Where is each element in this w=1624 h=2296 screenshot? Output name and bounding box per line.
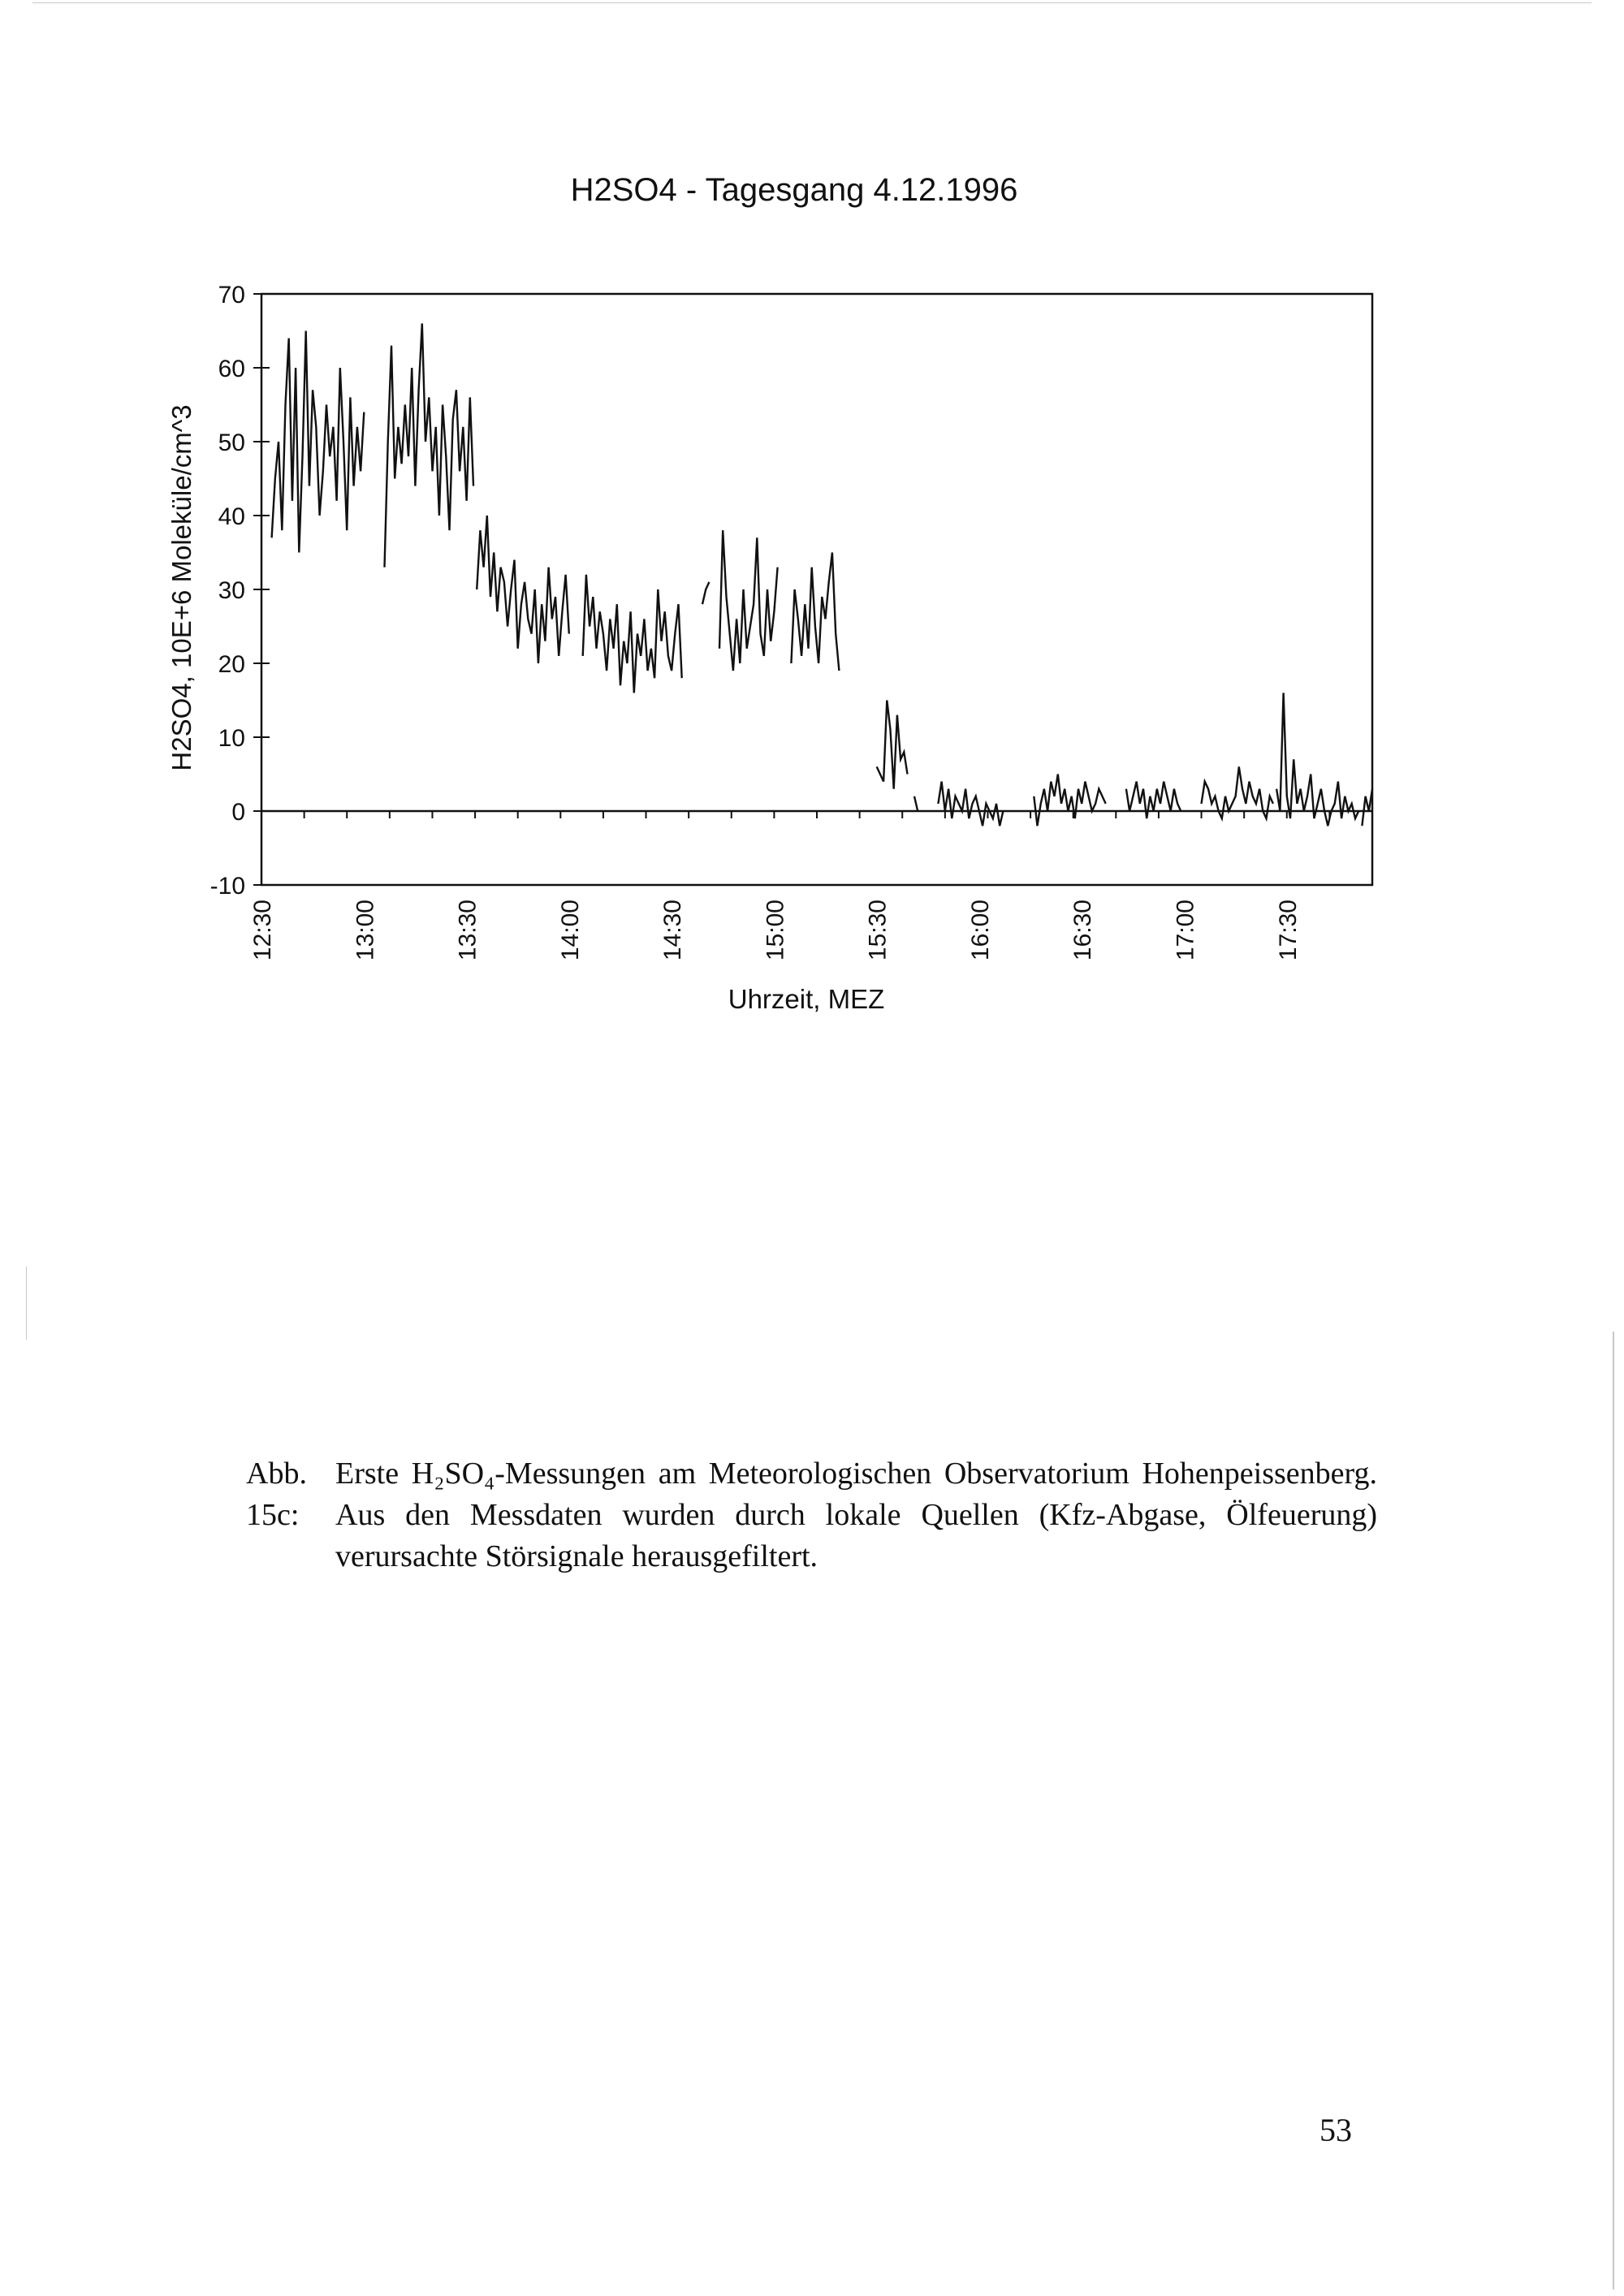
y-tick-label: 60 — [218, 356, 245, 382]
series-segment — [272, 331, 365, 553]
y-tick-label: 0 — [231, 799, 245, 826]
page-number: 53 — [1320, 2112, 1352, 2148]
series-segment — [477, 516, 569, 663]
series-segment — [914, 796, 918, 811]
caption-label: Abb. 15c: — [246, 1457, 307, 1532]
x-tick-label: 16:30 — [1069, 900, 1097, 961]
x-tick-label: 17:30 — [1274, 900, 1302, 961]
y-tick-label: 50 — [218, 429, 245, 456]
series-segment — [583, 575, 682, 693]
caption-text: Erste H₂SO₄-Messungen am Meteorologischen Observatorium Hohenpeissenberg. Aus den Messdaten wurden durch lokale Quellen (Kfz-Abgase, Ölfeuerung) verursachte Störsignale herausgefiltert. — [335, 1457, 1377, 1573]
chart-title: H2SO4 - Tagesgang 4.12.1996 — [570, 172, 1018, 208]
series-segment — [385, 323, 474, 567]
x-axis-label: Uhrzeit, MEZ — [728, 984, 885, 1014]
series-segment — [877, 701, 908, 789]
x-tick-label: 14:30 — [659, 900, 687, 961]
y-axis-label: H2SO4, 10E+6 Moleküle/cm^3 — [166, 404, 197, 771]
x-tick-label: 15:30 — [864, 900, 892, 961]
series-segment — [1276, 693, 1358, 826]
y-tick-label: 30 — [218, 577, 245, 604]
data-series — [272, 323, 1372, 826]
series-segment — [1034, 775, 1105, 826]
scan-edge-right — [1613, 1331, 1614, 2290]
series-segment — [791, 553, 839, 671]
y-tick-label: 70 — [218, 282, 245, 309]
series-segment — [1126, 782, 1181, 819]
plot-frame — [261, 294, 1372, 885]
x-tick-label: 16:00 — [966, 900, 994, 961]
x-tick-label: 14:00 — [556, 900, 584, 961]
series-segment — [719, 530, 778, 671]
y-tick-label: 10 — [218, 725, 245, 752]
series-segment — [702, 582, 709, 604]
x-tick-label: 12:30 — [249, 900, 276, 961]
chart — [0, 0, 1624, 1055]
series-segment — [1362, 789, 1372, 826]
x-tick-label: 17:00 — [1172, 900, 1199, 961]
y-tick-label: -10 — [209, 873, 245, 900]
zero-axis — [261, 811, 1372, 818]
series-segment — [938, 782, 1003, 826]
y-tick-label: 40 — [218, 503, 245, 530]
x-tick-label: 13:00 — [352, 900, 379, 961]
x-axis — [249, 900, 1302, 960]
x-tick-label: 15:00 — [762, 900, 789, 961]
x-tick-label: 13:30 — [454, 900, 482, 961]
y-tick-label: 20 — [218, 651, 245, 678]
scan-edge-left — [26, 1267, 27, 1340]
